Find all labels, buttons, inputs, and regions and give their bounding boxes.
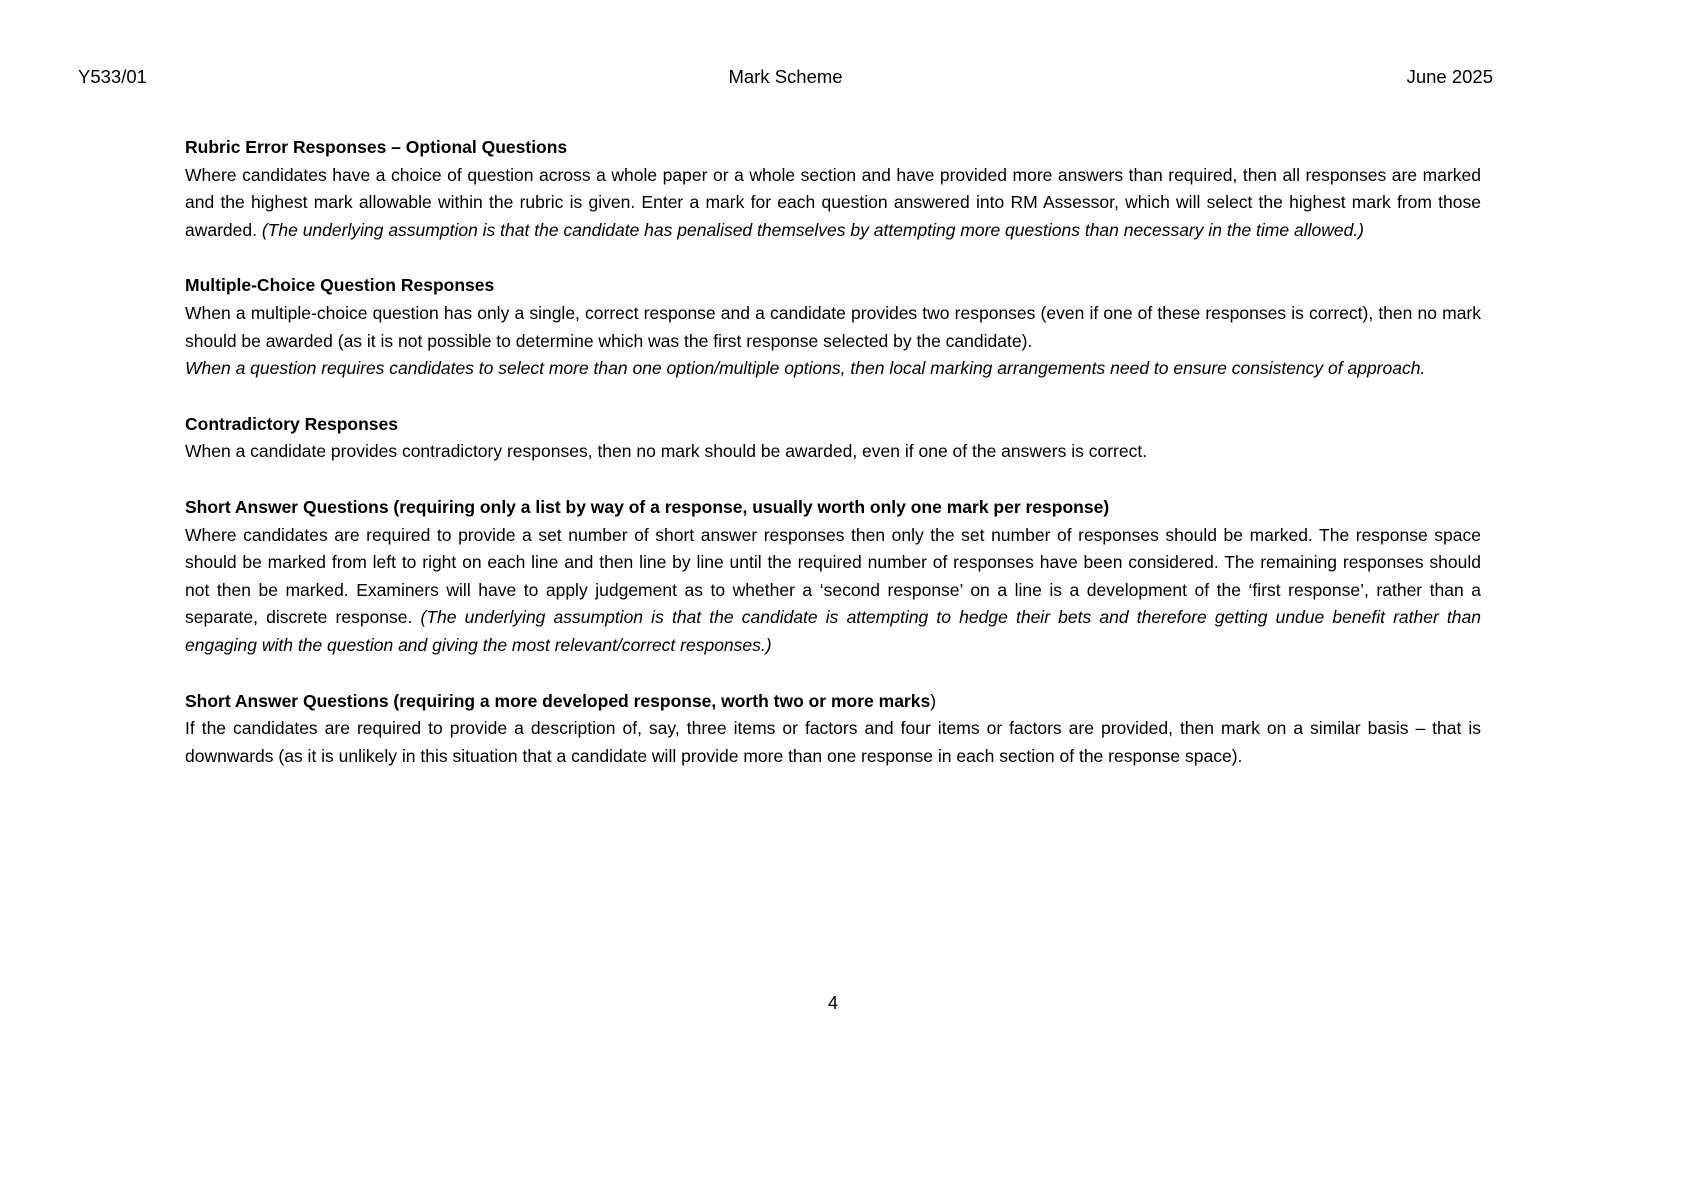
section-heading [185,688,1481,716]
section [185,411,1481,466]
heading-text: Short Answer Questions (requiring a more developed response, worth two or more marks [185,690,931,711]
heading-text: Rubric Error Responses – Optional Questions [185,137,568,157]
paragraph [185,355,1481,383]
paragraph-text-italic: (The underlying assumption is that the candidate has penalised themselves by attempting more questions than necessary in the time allowed.) [261,219,1365,240]
paragraph-text: When a multiple-choice question has only a single, correct response and a candidate provides two responses (even if one of these responses is correct), then no mark should be awarded (as it is not possible to determine which was the first response selected by the candidate). [185,302,1481,351]
paragraph [185,438,1481,466]
paragraph-text: Where candidates are required to provide a set number of short answer responses then only the set number of responses should be marked. The response space should be marked from left to right on each line and then line by line until the required number of responses have been considered. The remaining responses should not then be marked. Examiners will have to apply judgement as to whether a ‘second response’ on a line is a development of the ‘first response’, rather than a separate, discrete response. [185,524,1481,628]
doc-code: Y533/01 [78,66,147,87]
heading-text: Contradictory Responses [185,413,398,434]
page-footer [185,993,1481,1014]
section [185,134,1481,244]
section-heading [185,134,1481,162]
section-heading [185,411,1481,439]
paragraph-text-italic: (The underlying assumption is that the candidate is attempting to hedge their bets and therefore getting undue benefit rather than engaging with the question and giving the most relevant/correct responses.) [185,607,1481,655]
document-body [185,134,1481,798]
heading-text: Multiple-Choice Question Responses [185,275,495,296]
paragraph [185,300,1481,355]
section-heading [185,272,1481,300]
section [185,494,1481,660]
section [185,688,1481,771]
paragraph [185,162,1481,245]
heading-text: ) [930,690,937,711]
paragraph-text: If the candidates are required to provide a description of, say, three items or factors and four items or factors are provided, then mark on a similar basis – that is downwards (as it is unlikely in this situation that a candidate will provide more than one response in each section of the response space). [185,718,1481,766]
section [185,272,1481,382]
paragraph-text-italic: When a question requires candidates to select more than one option/multiple options, then local marking arrangements need to ensure consistency of approach. [185,358,1426,379]
page-number: 4 [827,993,838,1013]
page-header [78,66,1493,88]
paragraph [185,522,1481,660]
heading-text: Short Answer Questions (requiring only a list by way of a response, usually worth only one mark per response) [185,496,1110,517]
page-title: Mark Scheme [728,66,843,87]
section-heading [185,494,1481,522]
session-date: June 2025 [1406,66,1494,87]
paragraph-text: When a candidate provides contradictory responses, then no mark should be awarded, even if one of the answers is correct. [185,441,1148,462]
paragraph [185,715,1481,770]
paragraph-text: Where candidates have a choice of question across a whole paper or a whole section and have provided more answers than required, then all responses are marked and the highest mark allowable within the rubric is given. Enter a mark for each question answered into RM Assessor, which will select the highest mark from those awarded. [185,164,1481,240]
